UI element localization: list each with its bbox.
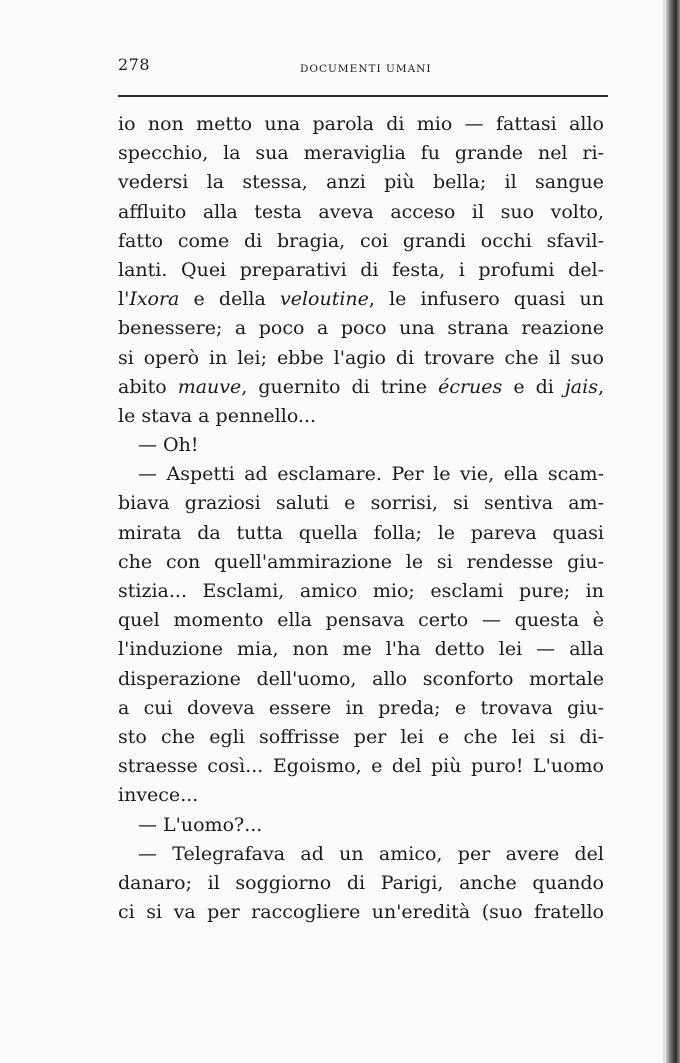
text-line: invece... [118, 784, 199, 807]
text-line: l'induzione mia, non me l'ha detto lei — alla [118, 638, 604, 661]
text-line: fatto come di bragia, coi grandi occhi sfavil- [118, 229, 604, 252]
text-line: si operò in lei; ebbe l'agio di trovare che il suo [118, 346, 604, 369]
text-line: straesse così... Egoismo, e del più puro! L'uomo [118, 755, 604, 778]
text-line: che con quell'ammirazione le si rendesse giu- [118, 550, 604, 573]
text-line: mirata da tutta quella folla; le pareva quasi [118, 521, 604, 544]
text-line: abito mauve, guernito di trine écrues e di jais, [118, 375, 604, 398]
text-line: vedersi la stessa, anzi più bella; il sangue [118, 171, 604, 194]
text-line: sto che egli soffrisse per lei e che lei si di- [118, 725, 604, 748]
italic-term: mauve [177, 375, 242, 398]
book-spine-shadow [666, 0, 680, 1063]
text-line: a cui doveva essere in preda; e trovava giu- [118, 696, 604, 719]
page-header [118, 55, 608, 85]
text-line: — L'uomo?... [138, 813, 263, 836]
text-line: biava graziosi saluti e sorrisi, si sentiva am- [118, 492, 604, 515]
italic-term: Ixora [129, 288, 180, 311]
italic-term: veloutine [279, 288, 369, 311]
text-line: l'Ixora e della veloutine, le infusero quasi un [118, 288, 604, 311]
page-number: 278 [118, 55, 151, 74]
text-line: io non metto una parola di mio — fattasi allo [118, 113, 604, 135]
italic-term: écrues [438, 375, 503, 398]
text-line: ci si va per raccogliere un'eredità (suo fratello [118, 901, 604, 924]
running-title: DOCUMENTI UMANI [300, 63, 432, 75]
text-line: benessere; a poco a poco una strana reazione [118, 317, 604, 340]
text-line: lanti. Quei preparativi di festa, i profumi del- [118, 258, 604, 281]
body-text [118, 110, 604, 927]
text-line: danaro; il soggiorno di Parigi, anche quando [118, 871, 604, 894]
text-line: stizia... Esclami, amico mio; esclami pure; in [118, 580, 604, 602]
text-line: — Telegrafava ad un amico, per avere del [138, 842, 604, 865]
text-line: affluito alla testa aveva acceso il suo volto, [118, 200, 604, 223]
italic-term: jais [564, 375, 598, 398]
text-line: disperazione dell'uomo, allo sconforto mortale [118, 667, 604, 690]
text-line: le stava a pennello... [118, 404, 317, 427]
text-line: quel momento ella pensava certo — questa è [118, 609, 604, 632]
text-line: specchio, la sua meraviglia fu grande nel ri- [118, 142, 604, 165]
text-line: — Oh! [138, 434, 199, 457]
text-line: — Aspetti ad esclamare. Per le vie, ella scam- [138, 463, 604, 486]
header-rule [118, 95, 608, 97]
